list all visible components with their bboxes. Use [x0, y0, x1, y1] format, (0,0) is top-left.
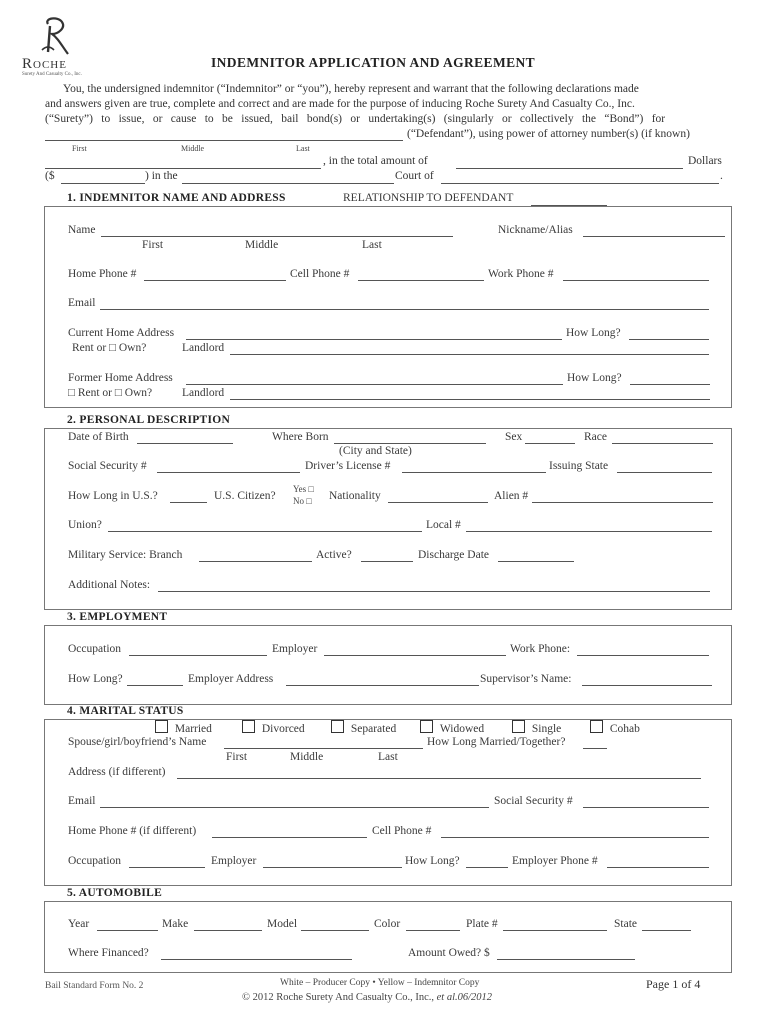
- single-label: Single: [531, 723, 562, 735]
- logo-brand: Roche: [22, 56, 67, 72]
- section-5-header: 5. AUTOMOBILE: [67, 887, 163, 899]
- where-financed-field[interactable]: [161, 959, 352, 960]
- active-label: Active?: [316, 549, 352, 561]
- notes-field[interactable]: [158, 591, 710, 592]
- military-label: Military Service: Branch: [68, 549, 183, 561]
- auto-state-field[interactable]: [642, 930, 691, 931]
- status-single-option[interactable]: [512, 720, 561, 735]
- indemnitor-name-field[interactable]: [101, 236, 453, 237]
- how-long-field[interactable]: [629, 339, 709, 340]
- total-amount-words-field[interactable]: [456, 168, 683, 169]
- defendant-first-label: First: [72, 144, 87, 153]
- spouse-employer-field[interactable]: [263, 867, 402, 868]
- discharge-field[interactable]: [498, 561, 574, 562]
- citizen-no-option[interactable]: No □: [293, 496, 312, 506]
- nickname-field[interactable]: [583, 236, 725, 237]
- where-born-field[interactable]: [334, 443, 486, 444]
- section-3-box: [44, 625, 732, 705]
- spouse-occupation-label: Occupation: [68, 855, 122, 867]
- current-address-field[interactable]: [186, 339, 562, 340]
- spouse-first-label: First: [226, 751, 248, 763]
- dob-field[interactable]: [137, 443, 233, 444]
- spouse-home-phone-label: Home Phone # (if different): [68, 825, 197, 837]
- union-field[interactable]: [108, 531, 422, 532]
- model-field[interactable]: [301, 930, 369, 931]
- nationality-field[interactable]: [388, 502, 488, 503]
- amount-numeric-field[interactable]: [61, 183, 145, 184]
- issuing-state-label: Issuing State: [549, 460, 609, 472]
- how-long-us-field[interactable]: [170, 502, 207, 503]
- middle-name-label: Middle: [245, 239, 279, 251]
- spouse-ssn-field[interactable]: [583, 807, 709, 808]
- intro-line-6-d: .: [720, 170, 723, 182]
- color-label: Color: [374, 918, 401, 930]
- active-field[interactable]: [361, 561, 413, 562]
- work-phone-label: Work Phone #: [488, 268, 554, 280]
- employment-how-long-field[interactable]: [127, 685, 183, 686]
- spouse-how-long-label: How Long?: [405, 855, 460, 867]
- citizen-yes-option[interactable]: Yes □: [293, 484, 314, 494]
- spouse-employer-phone-label: Employer Phone #: [512, 855, 598, 867]
- employer-address-label: Employer Address: [188, 673, 274, 685]
- email-field[interactable]: [100, 309, 709, 310]
- year-field[interactable]: [97, 930, 158, 931]
- spouse-home-phone-field[interactable]: [212, 837, 367, 838]
- copyright: [242, 992, 492, 1003]
- logo-monogram-icon: [36, 16, 76, 58]
- former-how-long-field[interactable]: [630, 384, 710, 385]
- occupation-label: Occupation: [68, 643, 122, 655]
- rent-own-label: Rent or □ Own?: [72, 342, 147, 354]
- page-title: INDEMNITOR APPLICATION AND AGREEMENT: [211, 55, 536, 70]
- how-long-married-field[interactable]: [583, 748, 607, 749]
- intro-line-5-end: Dollars: [688, 155, 722, 167]
- military-branch-field[interactable]: [199, 561, 312, 562]
- model-label: Model: [267, 918, 298, 930]
- plate-label: Plate #: [466, 918, 498, 930]
- home-phone-field[interactable]: [144, 280, 286, 281]
- copyright-text: © 2012 Roche Surety And Casualty Co., Inc.,: [242, 992, 434, 1003]
- last-name-label: Last: [362, 239, 382, 251]
- separated-checkbox[interactable]: [331, 720, 344, 733]
- relationship-label: RELATIONSHIP TO DEFENDANT: [343, 192, 514, 204]
- spouse-employer-label: Employer: [211, 855, 257, 867]
- how-long-label: How Long?: [566, 327, 621, 339]
- how-long-married-label: How Long Married/Together?: [427, 736, 566, 748]
- supervisor-field[interactable]: [582, 685, 712, 686]
- notes-label: Additional Notes:: [68, 579, 151, 591]
- local-label: Local #: [426, 519, 461, 531]
- intro-line-2: and answers given are true, complete and correct and are made for the purpose of inducing Roche Surety And Casualty Co., Inc.: [45, 98, 635, 110]
- amount-owed-field[interactable]: [497, 959, 635, 960]
- spouse-email-field[interactable]: [100, 807, 489, 808]
- current-address-label: Current Home Address: [68, 327, 175, 339]
- home-phone-label: Home Phone #: [68, 268, 137, 280]
- defendant-name-field[interactable]: [45, 140, 403, 141]
- first-name-label: First: [142, 239, 164, 251]
- spouse-employer-phone-field[interactable]: [607, 867, 709, 868]
- color-field[interactable]: [406, 930, 460, 931]
- spouse-name-label: Spouse/girl/boyfriend’s Name: [68, 736, 207, 748]
- logo-subtitle: Surety And Casualty Co., Inc.: [22, 72, 82, 77]
- intro-line-6-c: Court of: [395, 170, 434, 182]
- make-label: Make: [162, 918, 189, 930]
- issuing-state-field[interactable]: [617, 472, 712, 473]
- cell-phone-label: Cell Phone #: [290, 268, 350, 280]
- poa-number-field[interactable]: [45, 168, 321, 169]
- ssn-field[interactable]: [157, 472, 300, 473]
- section-1-header: 1. INDEMNITOR NAME AND ADDRESS: [67, 192, 286, 204]
- intro-line-6-b: ) in the: [145, 170, 178, 182]
- us-citizen-label: U.S. Citizen?: [214, 490, 276, 502]
- copyright-date: et al.06/2012: [436, 992, 493, 1003]
- spouse-email-label: Email: [68, 795, 96, 807]
- divorced-checkbox[interactable]: [242, 720, 255, 733]
- sex-field[interactable]: [525, 443, 575, 444]
- page-number: Page 1 of 4: [646, 977, 701, 991]
- sex-label: Sex: [505, 431, 523, 443]
- court-name-field[interactable]: [182, 183, 394, 184]
- married-checkbox[interactable]: [155, 720, 168, 733]
- defendant-last-label: Last: [296, 144, 310, 153]
- drivers-license-field[interactable]: [402, 472, 546, 473]
- spouse-middle-label: Middle: [290, 751, 324, 763]
- email-label: Email: [68, 297, 96, 309]
- spouse-name-field[interactable]: [224, 748, 423, 749]
- spouse-occupation-field[interactable]: [129, 867, 205, 868]
- spouse-how-long-field[interactable]: [466, 867, 508, 868]
- separated-label: Separated: [350, 723, 397, 735]
- court-of-field[interactable]: [441, 183, 719, 184]
- single-checkbox[interactable]: [512, 720, 525, 733]
- nationality-label: Nationality: [329, 490, 381, 502]
- cell-phone-field[interactable]: [358, 280, 484, 281]
- divorced-label: Divorced: [261, 723, 305, 735]
- section-3-header: 3. EMPLOYMENT: [67, 611, 168, 623]
- local-field[interactable]: [466, 531, 712, 532]
- status-cohab-option[interactable]: [590, 720, 640, 735]
- spouse-cell-phone-label: Cell Phone #: [372, 825, 432, 837]
- intro-line-3-text: (“Surety”) to issue, or cause to be issued, bail bond(s) or undertaking(s) (singularly or collectively the “Bond”) for: [45, 113, 666, 125]
- former-rent-own-label: □ Rent or □ Own?: [68, 387, 153, 399]
- nickname-label: Nickname/Alias: [498, 224, 573, 236]
- former-how-long-label: How Long?: [567, 372, 622, 384]
- occupation-field[interactable]: [129, 655, 267, 656]
- status-widowed-option[interactable]: [420, 720, 484, 735]
- intro-line-1: You, the undersigned indemnitor (“Indemnitor” or “you”), hereby represent and warrant that the following declarations made: [63, 83, 639, 95]
- employer-address-field[interactable]: [286, 685, 479, 686]
- cohab-label: Cohab: [609, 723, 640, 735]
- intro-line-4-end: (“Defendant”), using power of attorney number(s) (if known): [407, 128, 690, 140]
- city-state-label: (City and State): [339, 445, 412, 457]
- employment-work-phone-field[interactable]: [577, 655, 709, 656]
- spouse-last-label: Last: [378, 751, 398, 763]
- union-label: Union?: [68, 519, 102, 531]
- form-number: Bail Standard Form No. 2: [45, 981, 144, 991]
- widowed-checkbox[interactable]: [420, 720, 433, 733]
- former-address-field[interactable]: [186, 384, 563, 385]
- intro-line-5-mid: , in the total amount of: [323, 155, 428, 167]
- defendant-middle-label: Middle: [181, 144, 205, 153]
- former-landlord-field[interactable]: [230, 399, 710, 400]
- dob-label: Date of Birth: [68, 431, 129, 443]
- married-label: Married: [174, 723, 212, 735]
- supervisor-label: Supervisor’s Name:: [480, 673, 572, 685]
- discharge-label: Discharge Date: [418, 549, 489, 561]
- status-divorced-option[interactable]: [242, 720, 305, 735]
- spouse-ssn-label: Social Security #: [494, 795, 573, 807]
- race-field[interactable]: [612, 443, 713, 444]
- auto-state-label: State: [614, 918, 637, 930]
- landlord-label: Landlord: [182, 342, 225, 354]
- make-field[interactable]: [194, 930, 262, 931]
- race-label: Race: [584, 431, 607, 443]
- where-financed-label: Where Financed?: [68, 947, 149, 959]
- section-2-header: 2. PERSONAL DESCRIPTION: [67, 414, 231, 426]
- landlord-field[interactable]: [230, 354, 709, 355]
- drivers-license-label: Driver’s License #: [305, 460, 391, 472]
- intro-line-3: [45, 112, 725, 127]
- section-4-header: 4. MARITAL STATUS: [67, 705, 184, 717]
- section-5-box: [44, 901, 732, 973]
- year-label: Year: [68, 918, 90, 930]
- work-phone-field[interactable]: [563, 280, 709, 281]
- company-logo: [18, 16, 88, 78]
- intro-line-6-a: ($: [45, 170, 55, 182]
- employer-field[interactable]: [324, 655, 506, 656]
- spouse-cell-phone-field[interactable]: [441, 837, 709, 838]
- former-address-label: Former Home Address: [68, 372, 173, 384]
- name-label: Name: [68, 224, 96, 236]
- employer-label: Employer: [272, 643, 318, 655]
- copy-distribution: White – Producer Copy • Yellow – Indemnitor Copy: [280, 978, 480, 988]
- spouse-address-label: Address (if different): [68, 766, 166, 778]
- how-long-us-label: How Long in U.S.?: [68, 490, 158, 502]
- amount-owed-label: Amount Owed? $: [408, 947, 490, 959]
- status-separated-option[interactable]: [331, 720, 396, 735]
- employment-how-long-label: How Long?: [68, 673, 123, 685]
- plate-field[interactable]: [503, 930, 607, 931]
- status-married-option[interactable]: [155, 720, 212, 735]
- cohab-checkbox[interactable]: [590, 720, 603, 733]
- alien-field[interactable]: [532, 502, 713, 503]
- alien-label: Alien #: [494, 490, 529, 502]
- employment-work-phone-label: Work Phone:: [510, 643, 571, 655]
- spouse-address-field[interactable]: [177, 778, 701, 779]
- ssn-label: Social Security #: [68, 460, 147, 472]
- former-landlord-label: Landlord: [182, 387, 225, 399]
- where-born-label: Where Born: [272, 431, 329, 443]
- widowed-label: Widowed: [439, 723, 485, 735]
